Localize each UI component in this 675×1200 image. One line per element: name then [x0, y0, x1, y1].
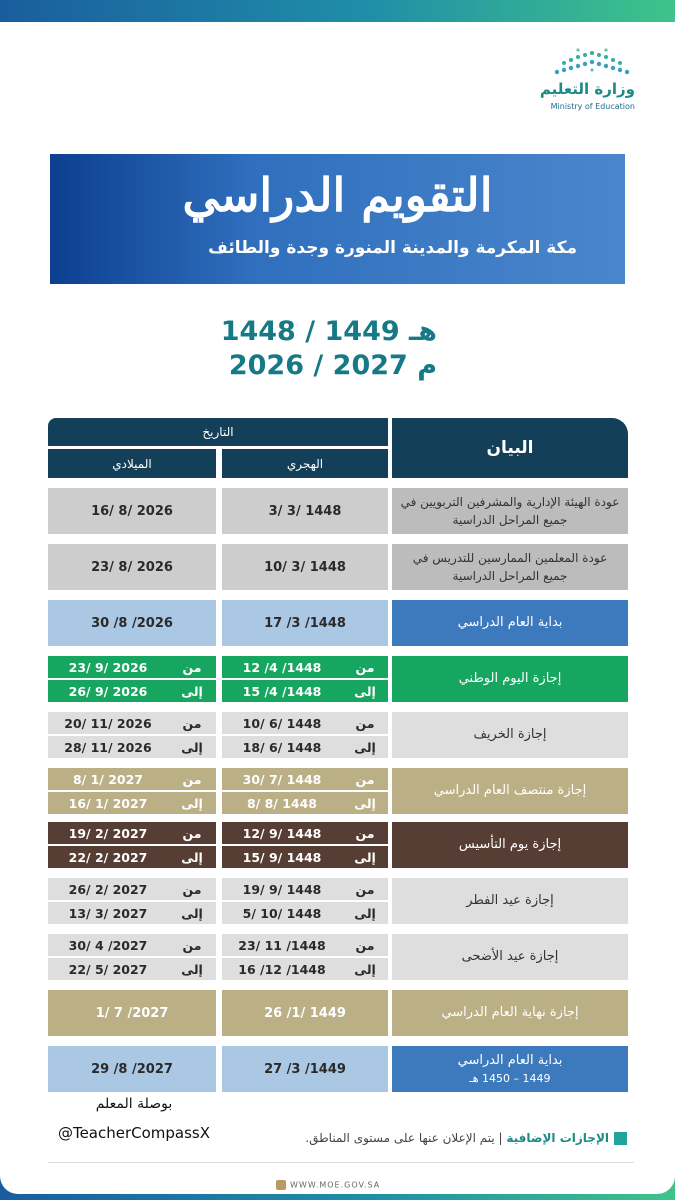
header-hijri: الهجري [222, 449, 388, 478]
from-keyword: من [182, 771, 202, 787]
greg-from: 8/ 1/ 2027 [48, 768, 216, 790]
from-keyword: من [182, 825, 202, 841]
from-keyword: من [182, 937, 202, 953]
row-label-line1: بداية العام الدراسي [457, 1053, 563, 1068]
gregorian-years: 2026 / 2027 م [228, 350, 437, 381]
hijri-from: 12/ 9/ 1448 [222, 822, 388, 844]
academic-years [221, 316, 437, 384]
greg-to: 26/ 9/ 2026 [48, 680, 216, 702]
greg-from: 26/ 2/ 2027 [48, 878, 216, 900]
credit-block [48, 1096, 220, 1142]
gregorian-date: 16/ 8/ 2026 [48, 488, 216, 534]
to-keyword: إلى [354, 683, 376, 699]
table-row [48, 822, 628, 868]
greg-from: 20/ 11/ 2026 [48, 712, 216, 734]
greg-to: 22/ 2/ 2027 [48, 846, 216, 868]
hijri-from: 10/ 6/ 1448 [222, 712, 388, 734]
table-row [48, 768, 628, 814]
row-label-line2: 1449 – 1450 هـ [469, 1071, 551, 1085]
to-keyword: إلى [354, 961, 376, 977]
row-label: إجازة اليوم الوطني [392, 656, 628, 702]
gregorian-date: 1/ 7 /2027 [48, 990, 216, 1036]
row-label: عودة المعلمين الممارسين للتدريس في جميع المراحل الدراسية [392, 544, 628, 590]
ministry-logo [537, 48, 637, 114]
hijri-date: 10/ 3/ 1448 [222, 544, 388, 590]
row-label [392, 1046, 628, 1092]
hijri-years: 1448 / 1449 هـ [220, 316, 437, 347]
table-row [48, 656, 628, 702]
to-keyword: إلى [354, 849, 376, 865]
from-keyword: من [355, 771, 375, 787]
table-row [48, 878, 628, 924]
to-keyword: إلى [181, 905, 203, 921]
note-bold: الإجازات الإضافية [506, 1131, 609, 1145]
header-gregorian: الميلادي [48, 449, 216, 478]
to-keyword: إلى [181, 739, 203, 755]
table-row [48, 712, 628, 758]
row-label: إجازة يوم التأسيس [392, 822, 628, 868]
divider [48, 1162, 634, 1163]
credit-handle: @TeacherCompassX [57, 1124, 211, 1142]
table-row [48, 544, 628, 590]
from-keyword: من [355, 825, 375, 841]
from-keyword: من [355, 659, 375, 675]
to-keyword: إلى [354, 795, 376, 811]
row-label: إجازة نهاية العام الدراسي [392, 990, 628, 1036]
website-link[interactable]: WWW.MOE.GOV.SA [276, 1180, 380, 1190]
ministry-name-en: Ministry of Education [550, 102, 635, 111]
gregorian-date: 23/ 8/ 2026 [48, 544, 216, 590]
hijri-to: 16 /12 /1448 [222, 958, 388, 980]
ministry-name-ar: وزارة التعليم [539, 80, 635, 98]
gregorian-date: 30 /8 /2026 [48, 600, 216, 646]
hijri-date: 27 /3 /1449 [222, 1046, 388, 1092]
to-keyword: إلى [181, 849, 203, 865]
logo-dots-icon [551, 48, 633, 78]
table-row [48, 990, 628, 1036]
greg-to: 16/ 1/ 2027 [48, 792, 216, 814]
hijri-from: 23/ 11 /1448 [222, 934, 388, 956]
hijri-to: 15/ 9/ 1448 [222, 846, 388, 868]
to-keyword: إلى [354, 739, 376, 755]
hijri-date: 17 /3 /1448 [222, 600, 388, 646]
from-keyword: من [182, 715, 202, 731]
greg-from: 19/ 2/ 2027 [48, 822, 216, 844]
hijri-to: 15 /4 /1448 [222, 680, 388, 702]
hijri-to: 18/ 6/ 1448 [222, 736, 388, 758]
table-row [48, 488, 628, 534]
hijri-date: 3/ 3/ 1448 [222, 488, 388, 534]
to-keyword: إلى [354, 905, 376, 921]
note-marker-icon [614, 1132, 627, 1145]
page-title: التقويم الدراسي [182, 168, 493, 222]
greg-from: 23/ 9/ 2026 [48, 656, 216, 678]
table-row [48, 934, 628, 980]
from-keyword: من [355, 937, 375, 953]
from-keyword: من [355, 881, 375, 897]
note-text: يتم الإعلان عنها على مستوى المناطق. [305, 1131, 495, 1145]
to-keyword: إلى [181, 683, 203, 699]
row-label: بداية العام الدراسي [392, 600, 628, 646]
to-keyword: إلى [181, 795, 203, 811]
from-keyword: من [182, 881, 202, 897]
from-keyword: من [182, 659, 202, 675]
from-keyword: من [355, 715, 375, 731]
greg-to: 22/ 5/ 2027 [48, 958, 216, 980]
top-gradient-bar [0, 0, 675, 22]
row-label: إجازة عيد الفطر [392, 878, 628, 924]
table-row [48, 1046, 628, 1092]
row-label: إجازة الخريف [392, 712, 628, 758]
gregorian-date: 29 /8 /2027 [48, 1046, 216, 1092]
page-subtitle: مكة المكرمة والمدينة المنورة وجدة والطائف [208, 238, 577, 258]
header-bayan: البيان [392, 418, 628, 478]
table-row [48, 600, 628, 646]
hijri-to: 5/ 10/ 1448 [222, 902, 388, 924]
hijri-from: 30/ 7/ 1448 [222, 768, 388, 790]
hijri-date: 26 /1/ 1449 [222, 990, 388, 1036]
hijri-from: 19/ 9/ 1448 [222, 878, 388, 900]
moe-mini-logo-icon [276, 1180, 286, 1190]
header-date: التاريخ [48, 418, 388, 446]
row-label: إجازة عيد الأضحى [392, 934, 628, 980]
to-keyword: إلى [181, 961, 203, 977]
greg-to: 13/ 3/ 2027 [48, 902, 216, 924]
footnote: الإجازات الإضافية | يتم الإعلان عنها على مستوى المناطق. [305, 1131, 627, 1145]
hijri-to: 8/ 8/ 1448 [222, 792, 388, 814]
title-banner [50, 154, 625, 284]
greg-to: 28/ 11/ 2026 [48, 736, 216, 758]
greg-from: 30/ 4 /2027 [48, 934, 216, 956]
hijri-from: 12 /4 /1448 [222, 656, 388, 678]
credit-name: بوصلة المعلم [95, 1096, 173, 1112]
row-label: إجازة منتصف العام الدراسي [392, 768, 628, 814]
row-label: عودة الهيئة الإدارية والمشرفين التربويين في جميع المراحل الدراسية [392, 488, 628, 534]
